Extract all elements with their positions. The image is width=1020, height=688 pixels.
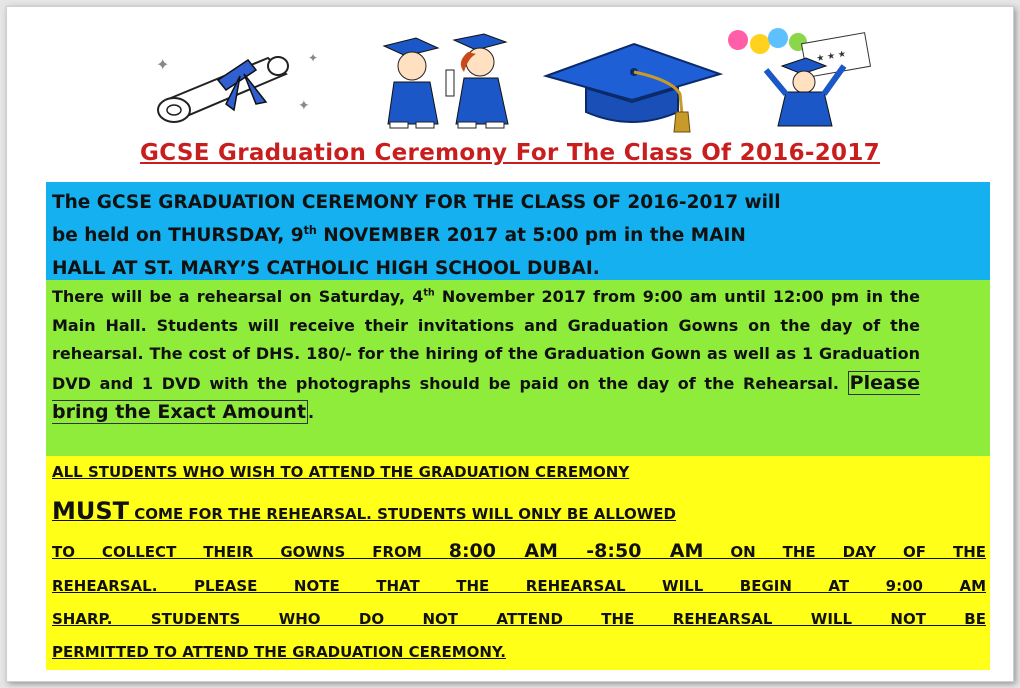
announcement-line-3: HALL AT ST. MARY’S CATHOLIC HIGH SCHOOL DUBAI.	[52, 258, 600, 279]
announcement-line-1: The GCSE GRADUATION CEREMONY FOR THE CLASS OF 2016-2017 will	[52, 192, 781, 213]
svg-text:✦: ✦	[308, 51, 319, 65]
notice-line-2: MUST COME FOR THE REHEARSAL. STUDENTS WILL ONLY BE ALLOWED	[52, 497, 676, 525]
notice-line-5: SHARP. STUDENTS WHO DO NOT ATTEND THE REHEARSAL WILL NOT BE	[52, 610, 986, 628]
svg-text:★ ★ ★: ★ ★ ★	[815, 49, 847, 65]
flyer-title: GCSE Graduation Ceremony For The Class Of 2016-2017	[140, 140, 880, 166]
announcement-text	[52, 186, 952, 285]
notice-line-4: REHEARSAL. PLEASE NOTE THAT THE REHEARSAL WILL BEGIN AT 9:00 AM	[52, 577, 986, 595]
celebrating-graduate-image	[720, 26, 880, 132]
svg-text:✦: ✦	[156, 55, 170, 74]
notice-box	[46, 456, 990, 670]
notice-line-1: ALL STUDENTS WHO WISH TO ATTEND THE GRADUATION CEREMONY	[52, 463, 630, 481]
svg-text:✦: ✦	[298, 98, 310, 114]
diploma-scroll-image	[148, 40, 328, 132]
rehearsal-text: There will be a rehearsal on Saturday, 4th November 2017 from 9:00 am until 12:00 pm in the Main Hall. Students will receive their invitations and Graduation Gowns on the day of the rehearsal. The cost of DHS. 180/- for the hiring of the Graduation Gown as well as 1 Graduation DVD and 1 DVD with the photographs should be paid on the day of the Rehearsal. Please bring the Exact Amount .	[52, 287, 920, 423]
announcement-line-2: be held on THURSDAY, 9th NOVEMBER 2017 at 5:00 pm in the MAIN	[52, 223, 746, 246]
graduate-students-image	[372, 32, 532, 132]
graduation-cap-image	[540, 40, 726, 134]
notice-line-3: TO COLLECT THEIR GOWNS FROM 8:00 AM -8:50 AM ON THE DAY OF THE	[52, 540, 986, 562]
notice-line-6: PERMITTED TO ATTEND THE GRADUATION CEREMONY.	[52, 643, 506, 661]
exact-amount-highlight: Please bring the Exact Amount	[52, 371, 920, 423]
